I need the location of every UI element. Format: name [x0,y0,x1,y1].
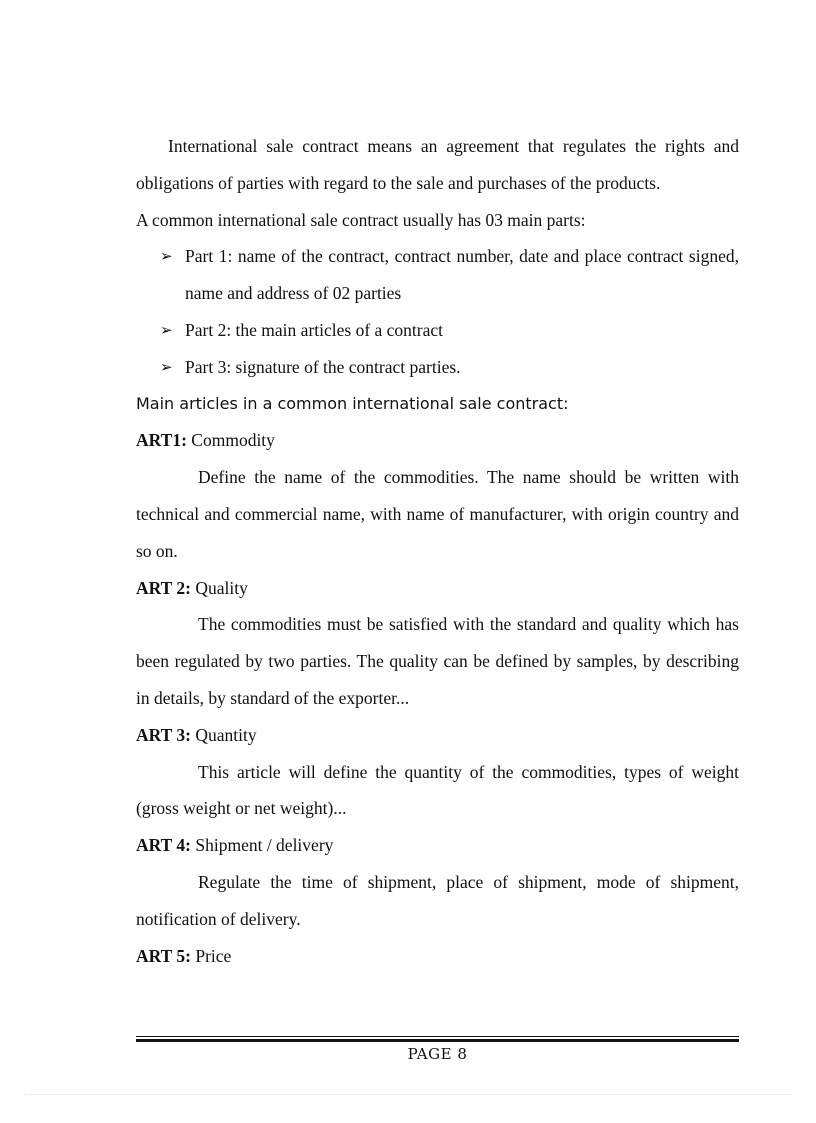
list-item [136,312,739,349]
article-title: Quantity [195,724,257,745]
article-key: ART 5: [136,945,191,966]
article-title: Shipment / delivery [195,835,334,856]
main-articles-heading: Main articles in a common international sale contract: [136,393,569,413]
article-body: Regulate the time of shipment, place of shipment, mode of shipment, notification of delivery. [136,871,739,929]
article-title: Commodity [191,430,275,451]
article-heading [136,717,739,754]
page-edge-divider [24,1094,792,1095]
list-item [136,349,739,386]
article-heading [136,570,739,607]
article-body: This article will define the quantity of the commodities, types of weight (gross weight or net weight)... [136,761,739,819]
arrow-bullet-icon: ➢ [160,357,173,376]
footer-divider [136,1036,739,1042]
article-title: Quality [195,577,248,598]
article-heading [136,938,739,975]
part-text: Part 2: the main articles of a contract [185,319,444,340]
parts-list [136,238,739,385]
footer-divider-thick [136,1039,739,1042]
document-page [136,128,739,974]
article-body: The commodities must be satisfied with the standard and quality which has been regulated by two parties. The quality can be defined by samples, by describing in details, by standard of the exporter... [136,614,739,708]
part-text: Part 3: signature of the contract parties. [185,356,461,377]
arrow-bullet-icon: ➢ [160,247,173,266]
article-heading [136,827,739,864]
parts-lead: A common international sale contract usually has 03 main parts: [136,209,586,230]
page-number: PAGE 8 [407,1045,468,1063]
article-key: ART1: [136,430,187,451]
article-key: ART 4: [136,835,191,856]
article-body: Define the name of the commodities. The name should be written with technical and commercial name, with name of manufacturer, with origin country and so on. [136,467,739,561]
article-key: ART 3: [136,724,191,745]
article-key: ART 2: [136,577,191,598]
arrow-bullet-icon: ➢ [160,320,173,339]
footer-divider-thin [136,1036,739,1037]
part-text: Part 1: name of the contract, contract number, date and place contract signed, name and address of 02 parties [185,246,739,304]
article-heading [136,422,739,459]
intro-paragraph: International sale contract means an agreement that regulates the rights and obligations of parties with regard to the sale and purchases of the products. [136,136,739,193]
list-item [136,238,739,312]
article-title: Price [195,945,232,966]
